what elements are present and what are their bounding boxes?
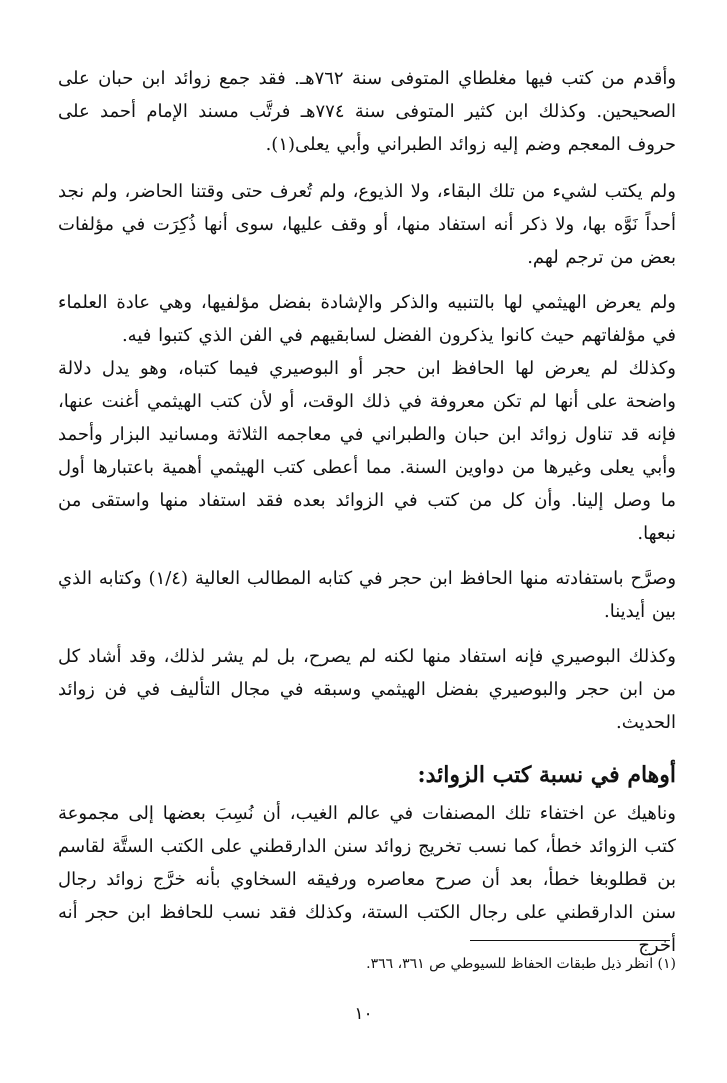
paragraph-1: وأقدم من كتب فيها مغلطاي المتوفى سنة ٧٦٢هـ. فقد جمع زوائد ابن حبان على الصحيحين. وكذلك ابن كثير المتوفى سنة ٧٧٤هـ فرتَّب مسند الإمام أحمد على حروف المعجم وضم إليه زوائد الطبراني وأبي يعلى(١).	[58, 68, 677, 155]
page-number: ١٠	[354, 1004, 373, 1024]
paragraph-5: وصرَّح باستفادته منها الحافظ ابن حجر في كتابه المطالب العالية (١/٤) وكتابه الذي بين أيدينا.	[58, 568, 677, 622]
paragraph-4: وكذلك لم يعرض لها الحافظ ابن حجر أو البوصيري فيما كتباه، وهو يدل دلالة واضحة على أنها لم تكن معروفة في ذلك الوقت، أو لأن كتب الهيثمي أغنت عنها، فإنه قد تناول زوائد ابن حبان والطبراني في معاجمه الثلاثة ومسانيد البزار وأحمد وأبي يعلى وغيرها من دواوين السنة. مما أعطى كتب الهيثمي أهمية باعتبارها أول ما وصل إلينا. وأن كل من كتب في الزوائد بعده فقد استفاد منها واستقى من نبعها.	[58, 358, 676, 544]
footnote-divider	[470, 940, 670, 941]
footnote: (١) انظر ذيل طبقات الحفاظ للسيوطي ص ٣٦١، ٣٦٦.	[366, 956, 676, 972]
paragraph-7: وناهيك عن اختفاء تلك المصنفات في عالم الغيب، أن نُسِبَ بعضها إلى مجموعة كتب الزوائد خطأ، كما نسب تخريج زوائد سنن الدارقطني على الكتب الستَّة لقاسم بن قطلوبغا خطأ، بعد أن صرح معاصره ورفيقه السخاوي بأنه خرَّج زوائد رجال سنن الدارقطني على رجال الكتب الستة، وكذلك فقد نسب للحافظ ابن حجر أنه أخرج	[58, 803, 676, 956]
paragraph-3: ولم يعرض الهيثمي لها بالتنبيه والذكر والإشادة بفضل مؤلفيها، وهي عادة العلماء في مؤلفاتهم حيث كانوا يذكرون الفضل لسابقيهم في الفن الذي كتبوا فيه.	[58, 292, 676, 346]
section-heading: أوهام في نسبة كتب الزوائد:	[417, 762, 676, 788]
paragraph-2: ولم يكتب لشيء من تلك البقاء، ولا الذيوع، ولم تُعرف حتى وقتنا الحاضر، ولم نجد أحداً نَوَّه بها، ولا ذكر أنه استفاد منها، أو وقف عليها، سوى أنها ذُكِرَت في مؤلفات بعض من ترجم لهم.	[58, 181, 676, 268]
page-body	[58, 62, 676, 962]
paragraph-6: وكذلك البوصيري فإنه استفاد منها لكنه لم يصرح، بل لم يشر لذلك، وقد أشاد كل من ابن حجر والبوصيري بفضل الهيثمي وسبقه في مجال التأليف في فن زوائد الحديث.	[58, 646, 676, 733]
